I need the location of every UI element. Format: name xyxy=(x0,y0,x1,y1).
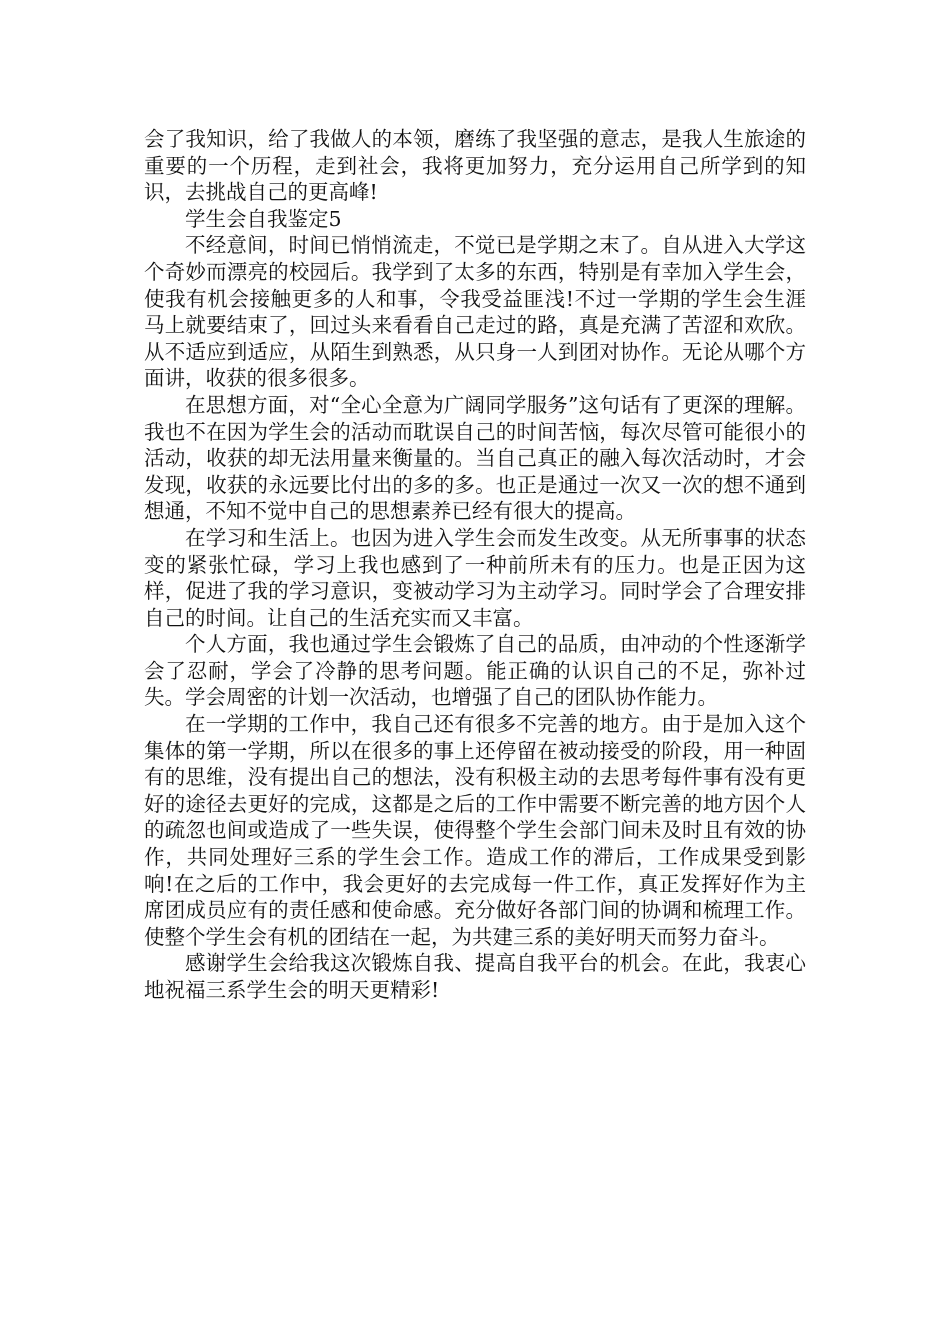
paragraph-intro: 不经意间，时间已悄悄流走，不觉已是学期之末了。自从进入大学这个奇妙而漂亮的校园后。我学到了太多的东西，特别是有幸加入学生会，使我有机会接触更多的人和事，令我受益匪浅!不过一学期的学生会生涯马上就要结束了，回过头来看看自己走过的路，真是充满了苦涩和欢欣。从不适应到适应，从陌生到熟悉，从只身一人到团对协作。无论从哪个方面讲，收获的很多很多。 xyxy=(144,233,806,391)
paragraph-continuation: 会了我知识，给了我做人的本领，磨练了我坚强的意志，是我人生旅途的重要的一个历程，走到社会，我将更加努力，充分运用自己所学到的知识，去挑战自己的更高峰! xyxy=(144,127,806,205)
paragraph-thought: 在思想方面，对“全心全意为广阔同学服务”这句话有了更深的理解。我也不在因为学生会的活动而耽误自己的时间苦恼，每次尽管可能很小的活动，收获的却无法用量来衡量的。当自己真正的融入每次活动时，才会发现，收获的永远要比付出的多的多。也正是通过一次又一次的想不通到想通，不知不觉中自己的思想素养已经有很大的提高。 xyxy=(144,392,806,524)
paragraph-thanks: 感谢学生会给我这次锻炼自我、提高自我平台的机会。在此，我衷心地祝福三系学生会的明天更精彩! xyxy=(144,951,806,1002)
paragraph-personal: 个人方面，我也通过学生会锻炼了自己的品质，由冲动的个性逐渐学会了忍耐，学会了冷静的思考问题。能正确的认识自己的不足，弥补过失。学会周密的计划一次活动，也增强了自己的团队协作能力。 xyxy=(144,632,806,710)
paragraph-study-life: 在学习和生活上。也因为进入学生会而发生改变。从无所事事的状态变的紧张忙碌，学习上我也感到了一种前所未有的压力。也是正因为这样，促进了我的学习意识，变被动学习为主动学习。同时学会了合理安排自己的时间。让自己的生活充实而又丰富。 xyxy=(144,525,806,630)
document-body xyxy=(144,126,806,1004)
section-heading: 学生会自我鉴定5 xyxy=(185,206,342,231)
paragraph-shortcomings: 在一学期的工作中，我自己还有很多不完善的地方。由于是加入这个集体的第一学期，所以在很多的事上还停留在被动接受的阶段，用一种固有的思维，没有提出自己的想法，没有积极主动的去思考每件事有没有更好的途径去更好的完成，这都是之后的工作中需要不断完善的地方因个人的疏忽也间或造成了一些失误，使得整个学生会部门间未及时且有效的协作，共同处理好三系的学生会工作。造成工作的滞后，工作成果受到影响!在之后的工作中，我会更好的去完成每一件工作，真正发挥好作为主席团成员应有的责任感和使命感。充分做好各部门间的协调和梳理工作。使整个学生会有机的团结在一起，为共建三系的美好明天而努力奋斗。 xyxy=(144,712,806,949)
